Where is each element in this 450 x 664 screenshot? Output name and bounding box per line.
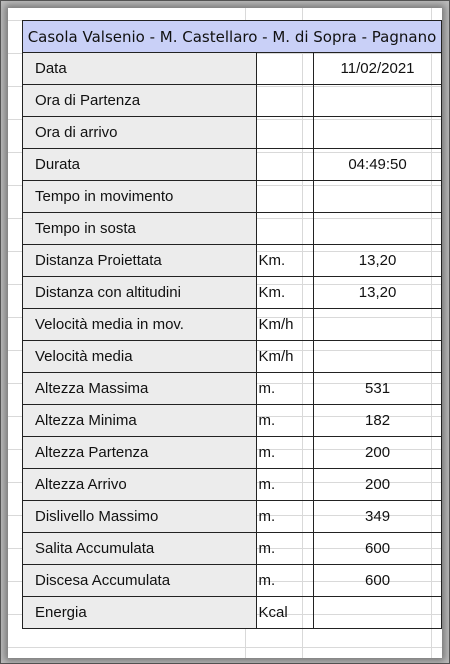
table-row: [23, 533, 442, 565]
row-value-cell[interactable]: 04:49:50: [314, 149, 442, 181]
table-row: [23, 469, 442, 501]
row-value-cell[interactable]: [314, 117, 442, 149]
row-label-cell[interactable]: Dislivello Massimo: [23, 501, 257, 533]
table-row: [23, 437, 442, 469]
title-row: [23, 21, 442, 53]
row-value-cell[interactable]: 11/02/2021: [314, 53, 442, 85]
row-unit-cell[interactable]: Kcal: [256, 597, 314, 629]
table-row: [23, 245, 442, 277]
row-label-cell[interactable]: Altezza Arrivo: [23, 469, 257, 501]
row-unit-cell[interactable]: [256, 181, 314, 213]
row-unit-cell[interactable]: Km/h: [256, 341, 314, 373]
hike-summary-table: [22, 20, 442, 629]
row-label-cell[interactable]: Tempo in sosta: [23, 213, 257, 245]
gridline: [8, 647, 442, 648]
table-row: [23, 597, 442, 629]
table-row: [23, 85, 442, 117]
table-row: [23, 405, 442, 437]
row-label-cell[interactable]: Discesa Accumulata: [23, 565, 257, 597]
row-unit-cell[interactable]: m.: [256, 373, 314, 405]
row-unit-cell[interactable]: Km.: [256, 277, 314, 309]
row-label-cell[interactable]: Velocità media: [23, 341, 257, 373]
row-value-cell[interactable]: 13,20: [314, 277, 442, 309]
row-value-cell[interactable]: [314, 309, 442, 341]
table-row: [23, 277, 442, 309]
row-unit-cell[interactable]: m.: [256, 437, 314, 469]
row-label-cell[interactable]: Salita Accumulata: [23, 533, 257, 565]
row-label-cell[interactable]: Distanza con altitudini: [23, 277, 257, 309]
row-value-cell[interactable]: 182: [314, 405, 442, 437]
table-row: [23, 213, 442, 245]
row-label-cell[interactable]: Tempo in movimento: [23, 181, 257, 213]
row-unit-cell[interactable]: m.: [256, 469, 314, 501]
row-unit-cell[interactable]: [256, 149, 314, 181]
row-label-cell[interactable]: Distanza Proiettata: [23, 245, 257, 277]
table-row: [23, 501, 442, 533]
row-label-cell[interactable]: Altezza Massima: [23, 373, 257, 405]
row-value-cell[interactable]: [314, 213, 442, 245]
row-unit-cell[interactable]: [256, 85, 314, 117]
table-row: [23, 341, 442, 373]
row-value-cell[interactable]: 600: [314, 565, 442, 597]
row-unit-cell[interactable]: [256, 213, 314, 245]
table-row: [23, 565, 442, 597]
table-row: [23, 373, 442, 405]
spreadsheet-area: [8, 8, 442, 658]
row-unit-cell[interactable]: Km/h: [256, 309, 314, 341]
row-label-cell[interactable]: Altezza Minima: [23, 405, 257, 437]
table-row: [23, 309, 442, 341]
row-value-cell[interactable]: 13,20: [314, 245, 442, 277]
row-value-cell[interactable]: [314, 597, 442, 629]
table-row: [23, 117, 442, 149]
row-label-cell[interactable]: Ora di arrivo: [23, 117, 257, 149]
row-value-cell[interactable]: 600: [314, 533, 442, 565]
row-label-cell[interactable]: Energia: [23, 597, 257, 629]
row-label-cell[interactable]: Durata: [23, 149, 257, 181]
row-value-cell[interactable]: 531: [314, 373, 442, 405]
row-value-cell[interactable]: 200: [314, 437, 442, 469]
row-unit-cell[interactable]: [256, 53, 314, 85]
row-unit-cell[interactable]: Km.: [256, 245, 314, 277]
row-value-cell[interactable]: [314, 341, 442, 373]
row-unit-cell[interactable]: m.: [256, 565, 314, 597]
row-unit-cell[interactable]: m.: [256, 501, 314, 533]
row-unit-cell[interactable]: [256, 117, 314, 149]
table-row: [23, 53, 442, 85]
row-label-cell[interactable]: Ora di Partenza: [23, 85, 257, 117]
row-value-cell[interactable]: [314, 85, 442, 117]
table-title[interactable]: Casola Valsenio - M. Castellaro - M. di Sopra - Pagnano: [23, 21, 442, 53]
row-value-cell[interactable]: 200: [314, 469, 442, 501]
table-row: [23, 181, 442, 213]
row-unit-cell[interactable]: m.: [256, 405, 314, 437]
row-unit-cell[interactable]: m.: [256, 533, 314, 565]
table-row: [23, 149, 442, 181]
row-label-cell[interactable]: Data: [23, 53, 257, 85]
row-label-cell[interactable]: Velocità media in mov.: [23, 309, 257, 341]
row-label-cell[interactable]: Altezza Partenza: [23, 437, 257, 469]
row-value-cell[interactable]: [314, 181, 442, 213]
row-value-cell[interactable]: 349: [314, 501, 442, 533]
